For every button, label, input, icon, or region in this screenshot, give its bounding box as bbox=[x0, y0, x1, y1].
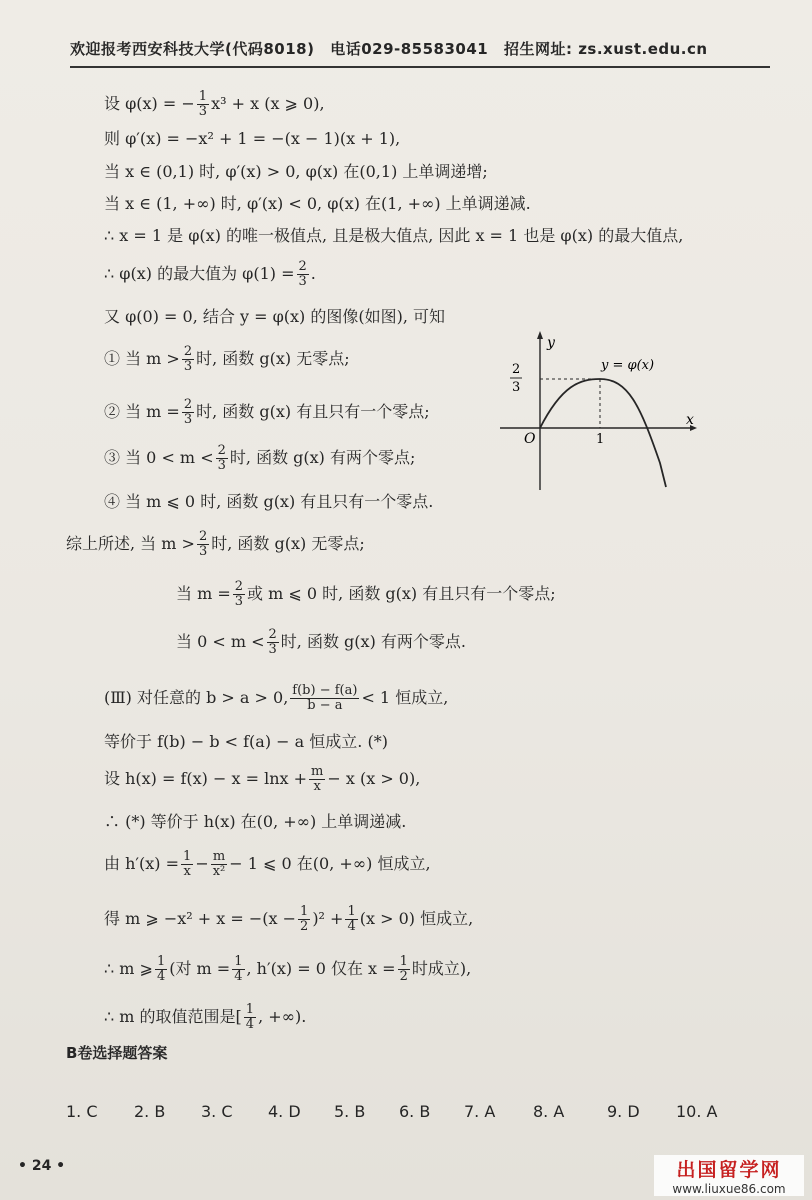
x-axis-label: x bbox=[686, 412, 694, 428]
watermark-url: www.liuxue86.com bbox=[672, 1182, 786, 1196]
text-line: ∴ m 的取值范围是[ $\frac{1}{4}$ , +∞). bbox=[104, 1002, 307, 1032]
answer-item: 9. D bbox=[607, 1102, 640, 1121]
header-website: 招生网址: zs.xust.edu.cn bbox=[503, 40, 708, 58]
answer-item: 7. A bbox=[464, 1102, 496, 1121]
answer-item: 4. D bbox=[268, 1102, 301, 1121]
text-line: 当 x ∈ (1, +∞) 时, φ′(x) < 0, φ(x) 在(1, +∞) 上单调递减. bbox=[104, 194, 531, 213]
y-axis-arrow-icon bbox=[537, 331, 543, 339]
text-line: ① 当 m > $\frac{2}{3}$ 时, 函数 g(x) 无零点; bbox=[104, 344, 350, 374]
answer-item: 5. B bbox=[334, 1102, 366, 1121]
origin-label: O bbox=[524, 431, 536, 447]
header-university: 欢迎报考西安科技大学(代码8018) bbox=[70, 40, 315, 58]
text-line: (Ⅲ) 对任意的 b > a > 0, $\frac{f(b) - f(a)}{b - a}$ < 1 恒成立, bbox=[104, 683, 449, 713]
answer-item: 8. A bbox=[533, 1102, 565, 1121]
function-graph bbox=[500, 325, 700, 495]
text-line: ② 当 m = $\frac{2}{3}$ 时, 函数 g(x) 有且只有一个零点; bbox=[104, 397, 430, 427]
text-line: 由 h′(x) = $\frac{1}{x}$ − $\frac{m}{\text{x²}}$ − 1 ⩽ 0 在(0, +∞) 恒成立, bbox=[104, 849, 431, 879]
text-line: 设 φ(x) = − $\frac{1}{3}$ x³ + x (x ⩾ 0), bbox=[104, 89, 325, 119]
header-phone: 电话029-85583041 bbox=[330, 40, 489, 58]
text-line: 得 m ⩾ −x² + x = −(x − $\frac{1}{2}$ )² + $\frac{1}{4}$ (x > 0) 恒成立, bbox=[104, 904, 474, 934]
answer-item: 1. C bbox=[66, 1102, 98, 1121]
page-header bbox=[70, 32, 770, 68]
answer-item: 3. C bbox=[201, 1102, 233, 1121]
text-line: 等价于 f(b) − b < f(a) − a 恒成立. (*) bbox=[104, 732, 388, 751]
text-line: ∴ m ⩾ $\frac{1}{4}$ (对 m = $\frac{1}{4}$ , h′(x) = 0 仅在 x = $\frac{1}{2}$ 时成立), bbox=[104, 954, 472, 984]
text-line: ∴ x = 1 是 φ(x) 的唯一极值点, 且是极大值点, 因此 x = 1 也是 φ(x) 的最大值点, bbox=[104, 226, 684, 245]
section-title: B卷选择题答案 bbox=[66, 1044, 168, 1062]
text-line: ∴ (*) 等价于 h(x) 在(0, +∞) 上单调递减. bbox=[104, 812, 407, 831]
text-line: 综上所述, 当 m > $\frac{2}{3}$ 时, 函数 g(x) 无零点; bbox=[66, 529, 365, 559]
y-axis-label: y bbox=[547, 335, 555, 351]
text-line: 设 h(x) = f(x) − x = lnx + $\frac{m}{x}$ − x (x > 0), bbox=[104, 764, 421, 794]
answer-item: 10. A bbox=[676, 1102, 718, 1121]
text-line: 当 0 < m < $\frac{2}{3}$ 时, 函数 g(x) 有两个零点. bbox=[176, 627, 466, 657]
text-line: 当 x ∈ (0,1) 时, φ′(x) > 0, φ(x) 在(0,1) 上单调递增; bbox=[104, 162, 488, 181]
curve-label: y = φ(x) bbox=[601, 358, 655, 373]
tick-y-denominator: 3 bbox=[512, 380, 521, 395]
tick-x-label: 1 bbox=[596, 432, 605, 447]
text-line: 则 φ′(x) = −x² + 1 = −(x − 1)(x + 1), bbox=[104, 129, 401, 148]
tick-y-numerator: 2 bbox=[512, 362, 521, 377]
text-line: ∴ φ(x) 的最大值为 φ(1) = $\frac{2}{3}$ . bbox=[104, 259, 316, 289]
answer-item: 6. B bbox=[399, 1102, 431, 1121]
text-line: 当 m = $\frac{2}{3}$ 或 m ⩽ 0 时, 函数 g(x) 有且只有一个零点; bbox=[176, 579, 556, 609]
watermark-title: 出国留学网 bbox=[676, 1159, 782, 1181]
site-watermark bbox=[654, 1155, 804, 1196]
answer-item: 2. B bbox=[134, 1102, 166, 1121]
text-line: 又 φ(0) = 0, 结合 y = φ(x) 的图像(如图), 可知 bbox=[104, 307, 446, 326]
page-number: • 24 • bbox=[18, 1158, 66, 1174]
text-line: ③ 当 0 < m < $\frac{2}{3}$ 时, 函数 g(x) 有两个零点; bbox=[104, 443, 416, 473]
text-line: ④ 当 m ⩽ 0 时, 函数 g(x) 有且只有一个零点. bbox=[104, 492, 434, 511]
